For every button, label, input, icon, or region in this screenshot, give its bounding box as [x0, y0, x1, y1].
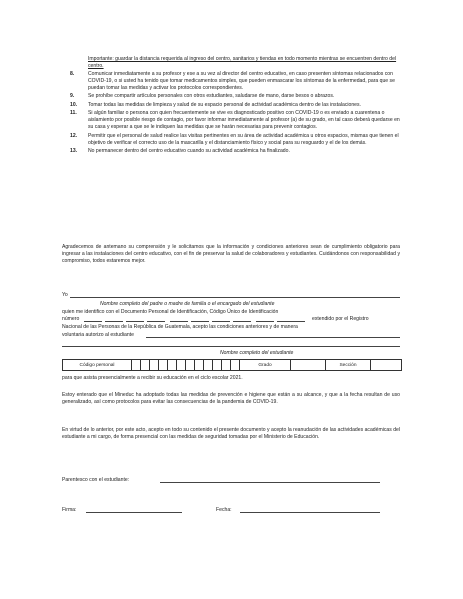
yo-label: Yo — [62, 292, 68, 298]
item-number: 13. — [70, 148, 78, 155]
grade-label-cell: Grado — [240, 360, 291, 371]
accept-paragraph: En virtud de lo anterior, por este acto, acepto en todo su contenido el presente documento y acepto la reanudación de las actividades académicas del estudiante a mi cargo, de forma presencial con las medidas de seguridad tomadas por el Ministerio de Educación. — [62, 427, 400, 440]
thanks-paragraph: Agradecemos de antemano su comprensión y le solicitamos que la información y condiciones anteriores sean de cumplimiento obligatorio para ingresar a las instalaciones del centro educativo, con el fin de preservar la salud de colaboradores y estudiantes. Cuidándonos con responsabilidad y compromiso, todos estaremos mejor. — [62, 244, 400, 264]
id-line-4: voluntaria autorizo al estudiante — [62, 332, 134, 338]
grade-field-cell[interactable] — [291, 360, 326, 371]
id-number-field[interactable] — [84, 321, 102, 322]
id-number-label: número — [62, 316, 80, 322]
id-number-field[interactable] — [170, 321, 188, 322]
id-number-field[interactable] — [212, 321, 230, 322]
code-digit-cell[interactable] — [150, 360, 159, 371]
id-number-field[interactable] — [191, 321, 209, 322]
list-item — [70, 110, 400, 131]
id-line-3: Nacional de las Personas de la República de Guatemala, acepto las condiciones anteriores y de manera — [62, 324, 298, 330]
relationship-label: Parentesco con el estudiante: — [62, 477, 130, 483]
student-caption: Nombre completo del estudiante — [220, 350, 294, 356]
id-line-1: quien me identifico con el Documento Personal de Identificación, Código Único de Identificación — [62, 309, 279, 315]
student-name-field-2[interactable] — [62, 346, 400, 347]
list-item — [70, 102, 400, 109]
signature-field[interactable] — [86, 512, 182, 513]
item-text: Se prohíbe compartir artículos personales con otros estudiantes, saludarse de mano, darse besos o abrazos. — [88, 93, 335, 100]
item-number: 11. — [70, 110, 77, 117]
item-number: 12. — [70, 132, 78, 139]
code-digit-cell[interactable] — [186, 360, 195, 371]
item-number: 8. — [70, 71, 75, 77]
code-digit-cell[interactable] — [222, 360, 231, 371]
id-suffix-label: extendido por el Registro — [312, 316, 369, 322]
date-label: Fecha: — [216, 507, 232, 513]
student-name-field[interactable] — [146, 337, 400, 338]
id-number-field[interactable] — [256, 321, 274, 322]
code-digit-cell[interactable] — [141, 360, 150, 371]
id-number-field[interactable] — [126, 321, 144, 322]
id-number-field[interactable] — [105, 321, 123, 322]
item-text: Comunicar inmediatamente a su profesor y ese a su vez al director del centro educativo, en caso presenten síntomas relacionados con COVID-19, o si usted ha tenido que tomar medicamentos simples, que pueden enmascarar los síntomas de la enfermedad, para que se puedan tomar las medidas y activar los protocolos correspondientes. — [88, 71, 395, 91]
code-digit-cell[interactable] — [132, 360, 141, 371]
item-text: Permitir que el personal de salud realice las visitas pertinentes en su área de actividad académica u otros espacios, mismas que tienen el objetivo de verificar el correcto uso de la mascarilla y el distanciamiento físico y social para su resguardo y el de los demás. — [88, 132, 399, 146]
attend-line: para que asista presencialmente a recibir su educación en el ciclo escolar 2021. — [62, 375, 243, 381]
parent-caption: Nombre completo del padre o madre de familia o el encargado del estudiante — [100, 301, 275, 307]
rules-list — [70, 71, 400, 157]
item-text: Tomar todas las medidas de limpieza y salud de su espacio personal de actividad académica dentro de las instalaciones. — [88, 101, 361, 108]
code-label-cell: Código personal — [63, 360, 132, 371]
list-item — [70, 133, 400, 147]
item-text: Si algún familiar o persona con quien frecuentemente se vive es diagnosticado positivo con COVID-19 o es enviado a cuarentena o aislamiento por posible riesgo de contagio, por favor informar inmediatamente al profesor (a) de su grado, en tal caso deberá quedarse en su casa y esperar a que se le indiquen las medidas que se harán necesarias para prevenir contagios. — [88, 110, 400, 131]
code-digit-cell[interactable] — [195, 360, 204, 371]
list-item — [70, 71, 400, 92]
item-text: No permanecer dentro del centro educativo cuando su actividad académica ha finalizado. — [88, 148, 290, 155]
signature-label: Firma: — [62, 507, 77, 513]
list-item — [70, 148, 400, 155]
item-number: 9. — [70, 93, 75, 100]
id-number-field[interactable] — [147, 321, 165, 322]
code-digit-cell[interactable] — [159, 360, 168, 371]
list-item — [70, 93, 400, 100]
id-extension-field[interactable] — [277, 321, 305, 322]
relationship-field[interactable] — [160, 482, 380, 483]
code-digit-cell[interactable] — [168, 360, 177, 371]
important-note: Importante: guardar la distancia requerida al ingreso del centro, sanitarios y tiendas en todo momento mientras se encuentren dentro del centro. — [88, 56, 397, 69]
item-number: 10. — [70, 101, 78, 108]
code-digit-cell[interactable] — [231, 360, 240, 371]
date-field[interactable] — [240, 512, 380, 513]
codes-table — [62, 359, 402, 371]
mineduc-paragraph: Estoy enterado que el Mineduc ha adoptado todas las medidas de prevención e higiene que están a su alcance, y que a la fecha resultan de uso generalizado, así como protocolos para evitar las consecuencias de la pandemia de COVID-19. — [62, 392, 400, 405]
parent-name-field[interactable] — [70, 297, 400, 298]
code-digit-cell[interactable] — [204, 360, 213, 371]
section-field-cell[interactable] — [371, 360, 402, 371]
id-number-field[interactable] — [233, 321, 251, 322]
section-label-cell: Sección — [326, 360, 371, 371]
code-digit-cell[interactable] — [177, 360, 186, 371]
code-digit-cell[interactable] — [213, 360, 222, 371]
